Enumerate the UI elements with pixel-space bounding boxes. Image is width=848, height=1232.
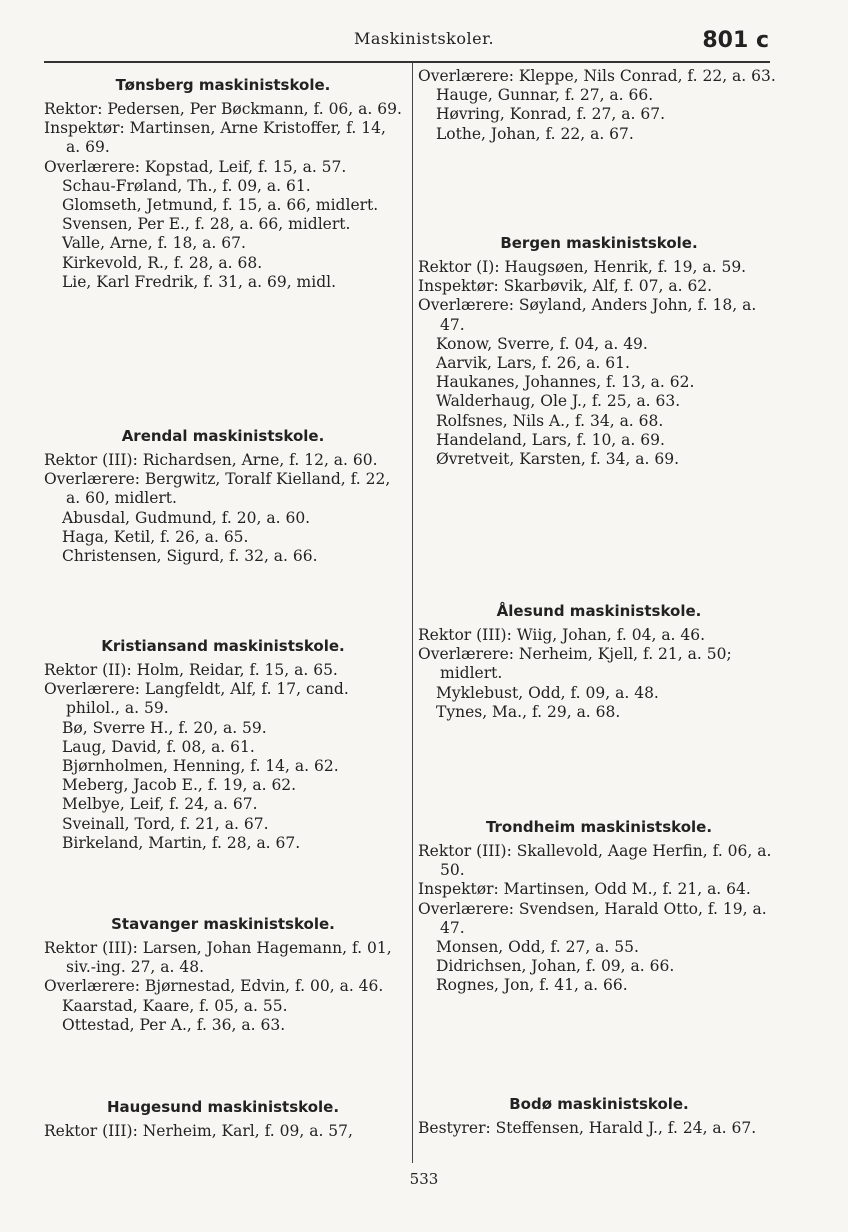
school-bodo	[418, 1095, 780, 1138]
entry-inspektor: Inspektør: Martinsen, Odd M., f. 21, a. 64.	[418, 880, 751, 899]
header-rule	[44, 61, 770, 63]
entry-rektor: Rektor (III): Larsen, Johan Hagemann, f. 01, siv.-ing. 27, a. 48.	[44, 939, 392, 977]
entry-teacher: Svensen, Per E., f. 28, a. 66, midlert.	[62, 215, 351, 234]
entry-teacher: Lothe, Johan, f. 22, a. 67.	[436, 124, 634, 143]
entry-teacher: Valle, Arne, f. 18, a. 67.	[62, 234, 246, 253]
entry-teacher: Melbye, Leif, f. 24, a. 67.	[62, 795, 258, 814]
entry-rektor: Rektor (II): Holm, Reidar, f. 15, a. 65.	[44, 661, 338, 679]
entry-teacher: Høvring, Konrad, f. 27, a. 67.	[436, 105, 665, 124]
entry-teacher: Meberg, Jacob E., f. 19, a. 62.	[62, 776, 297, 795]
school-heading: Stavanger maskinistskole.	[111, 915, 335, 933]
entry-teacher: Monsen, Odd, f. 27, a. 55.	[436, 938, 639, 957]
school-tonsberg	[44, 76, 402, 292]
school-heading: Arendal maskinistskole.	[121, 427, 325, 445]
school-heading: Kristiansand maskinistskole.	[101, 637, 345, 655]
school-heading: Trondheim maskinistskole.	[485, 818, 713, 836]
entry-rektor: Rektor: Pedersen, Per Bøckmann, f. 06, a. 69.	[44, 100, 402, 118]
entry-overlaerere: Overlærere: Langfeldt, Alf, f. 17, cand. philol., a. 59.	[44, 680, 349, 718]
school-arendal	[44, 427, 402, 566]
entry-teacher: Myklebust, Odd, f. 09, a. 48.	[436, 683, 659, 702]
school-bergen	[418, 234, 780, 469]
entry-teacher: Glomseth, Jetmund, f. 15, a. 66, midlert.	[62, 196, 379, 215]
entry-teacher: Ottestad, Per A., f. 36, a. 63.	[62, 1015, 286, 1034]
entry-teacher: Kaarstad, Kaare, f. 05, a. 55.	[62, 996, 288, 1015]
school-heading: Ålesund maskinistskole.	[496, 602, 702, 620]
entry-teacher: Sveinall, Tord, f. 21, a. 67.	[62, 814, 269, 833]
entry-teacher: Konow, Sverre, f. 04, a. 49.	[436, 334, 648, 353]
entry-teacher: Didrichsen, Johan, f. 09, a. 66.	[436, 957, 675, 976]
entry-teacher: Laug, David, f. 08, a. 61.	[62, 737, 255, 756]
entry-overlaerere: Overlærere: Kopstad, Leif, f. 15, a. 57.	[44, 157, 347, 176]
entry-teacher: Bjørnholmen, Henning, f. 14, a. 62.	[62, 757, 339, 776]
entry-teacher: Handeland, Lars, f. 10, a. 69.	[436, 430, 665, 449]
entry-rektor: Rektor (III): Skallevold, Aage Herfin, f. 06, a. 50.	[418, 842, 772, 880]
entry-rektor: Rektor (III): Wiig, Johan, f. 04, a. 46.	[418, 626, 706, 644]
school-alesund	[418, 602, 780, 722]
entry-overlaerere: Overlærere: Nerheim, Kjell, f. 21, a. 50; midlert.	[418, 645, 732, 683]
entry-rektor: Rektor (I): Haugsøen, Henrik, f. 19, a. 59.	[418, 258, 747, 276]
entry-teacher: Bø, Sverre H., f. 20, a. 59.	[62, 718, 267, 737]
entry-teacher: Birkeland, Martin, f. 28, a. 67.	[62, 833, 301, 852]
entry-teacher: Aarvik, Lars, f. 26, a. 61.	[436, 354, 630, 373]
entry-teacher: Schau-Frøland, Th., f. 09, a. 61.	[62, 176, 311, 195]
entry-overlaerere: Overlærere: Svendsen, Harald Otto, f. 19, a. 47.	[418, 899, 767, 937]
entry-teacher: Tynes, Ma., f. 29, a. 68.	[436, 702, 621, 721]
running-title: Maskinistskoler.	[353, 29, 495, 48]
school-heading: Haugesund maskinistskole.	[106, 1098, 340, 1116]
entry-inspektor: Inspektør: Skarbøvik, Alf, f. 07, a. 62.	[418, 277, 713, 296]
school-trondheim	[418, 818, 780, 996]
entry-overlaerere: Overlærere: Bjørnestad, Edvin, f. 00, a. 46.	[44, 977, 384, 996]
school-haugesund	[44, 1098, 402, 1141]
column-divider	[412, 63, 413, 1163]
entry-teacher: Haukanes, Johannes, f. 13, a. 62.	[436, 373, 695, 392]
entry-teacher: Øvretveit, Karsten, f. 34, a. 69.	[436, 450, 680, 469]
entry-teacher: Christensen, Sigurd, f. 32, a. 66.	[62, 547, 318, 566]
entry-teacher: Kirkevold, R., f. 28, a. 68.	[62, 253, 263, 272]
entry-rektor: Rektor (III): Nerheim, Karl, f. 09, a. 57,	[44, 1122, 353, 1140]
page-number: 533	[409, 1170, 439, 1188]
entry-teacher: Hauge, Gunnar, f. 27, a. 66.	[436, 86, 654, 105]
entry-overlaerere: Overlærere: Bergwitz, Toralf Kielland, f. 22, a. 60, midlert.	[44, 470, 391, 508]
entry-teacher: Walderhaug, Ole J., f. 25, a. 63.	[436, 392, 681, 411]
school-heading: Tønsberg maskinistskole.	[115, 76, 331, 94]
school-stavanger	[44, 915, 402, 1035]
entry-bestyrer: Bestyrer: Steffensen, Harald J., f. 24, a. 67.	[418, 1119, 757, 1137]
entry-overlaerere: Overlærere: Søyland, Anders John, f. 18, a. 47.	[418, 296, 757, 334]
page-code: 801 c	[702, 28, 769, 53]
entry-inspektor: Inspektør: Martinsen, Arne Kristoffer, f. 14, a. 69.	[44, 119, 386, 157]
school-heading: Bodø maskinistskole.	[509, 1095, 689, 1113]
entry-overlaerere: Overlærere: Kleppe, Nils Conrad, f. 22, a. 63.	[418, 67, 776, 85]
entry-rektor: Rektor (III): Richardsen, Arne, f. 12, a. 60.	[44, 451, 378, 469]
entry-teacher: Rognes, Jon, f. 41, a. 66.	[436, 976, 628, 995]
entry-teacher: Abusdal, Gudmund, f. 20, a. 60.	[62, 508, 311, 527]
school-heading: Bergen maskinistskole.	[500, 234, 698, 252]
entry-teacher: Lie, Karl Fredrik, f. 31, a. 69, midl.	[62, 272, 337, 291]
school-continued	[418, 67, 780, 144]
entry-teacher: Haga, Ketil, f. 26, a. 65.	[62, 527, 249, 546]
school-kristiansand	[44, 637, 402, 853]
entry-teacher: Rolfsnes, Nils A., f. 34, a. 68.	[436, 411, 664, 430]
